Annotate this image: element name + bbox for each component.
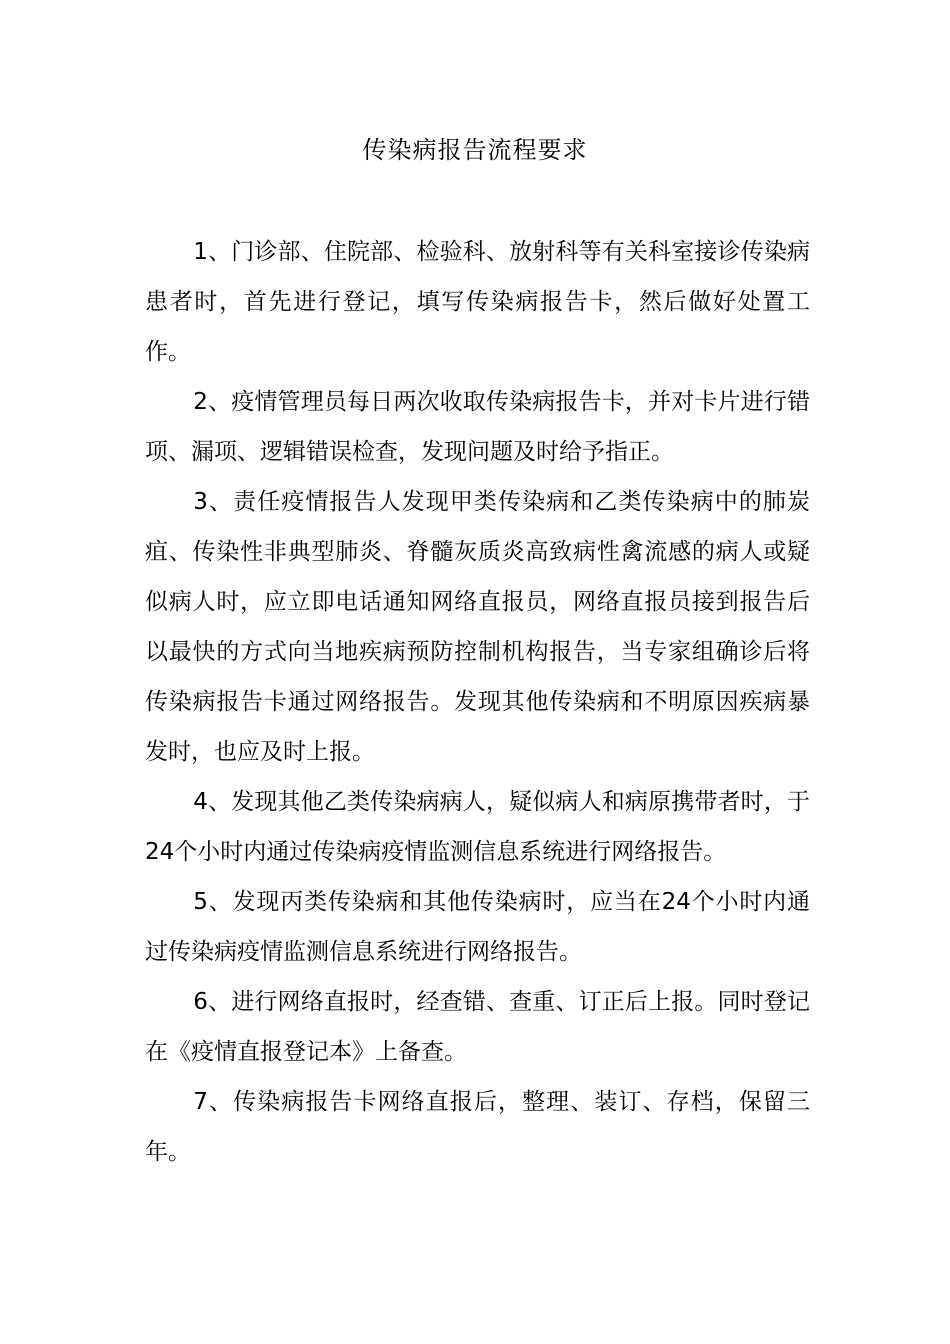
paragraph-2: 2、疫情管理员每日两次收取传染病报告卡，并对卡片进行错项、漏项、逻辑错误检查，发现问题及时给予指正。: [145, 389, 810, 465]
paragraph-4: 4、发现其他乙类传染病病人，疑似病人和病原携带者时，于24个小时内通过传染病疫情监测信息系统进行网络报告。: [145, 789, 810, 865]
paragraph-3: 3、责任疫情报告人发现甲类传染病和乙类传染病中的肺炭疽、传染性非典型肺炎、脊髓灰质炎高致病性禽流感的病人或疑似病人时，应立即电话通知网络直报员，网络直报员接到报告后以最快的方式向当地疾病预防控制机构报告，当专家组确诊后将传染病报告卡通过网络报告。发现其他传染病和不明原因疾病暴发时，也应及时上报。: [145, 489, 810, 765]
paragraph-1: 1、门诊部、住院部、检验科、放射科等有关科室接诊传染病患者时，首先进行登记，填写传染病报告卡，然后做好处置工作。: [145, 239, 810, 365]
document-body: [145, 227, 810, 1177]
paragraph-5: 5、发现丙类传染病和其他传染病时，应当在24个小时内通过传染病疫情监测信息系统进行网络报告。: [145, 889, 810, 965]
paragraph-7: 7、传染病报告卡网络直报后，整理、装订、存档，保留三年。: [145, 1089, 810, 1165]
document-title: 传染病报告流程要求: [362, 136, 588, 164]
paragraph-6: 6、进行网络直报时，经查错、查重、订正后上报。同时登记在《疫情直报登记本》上备查。: [145, 989, 810, 1065]
